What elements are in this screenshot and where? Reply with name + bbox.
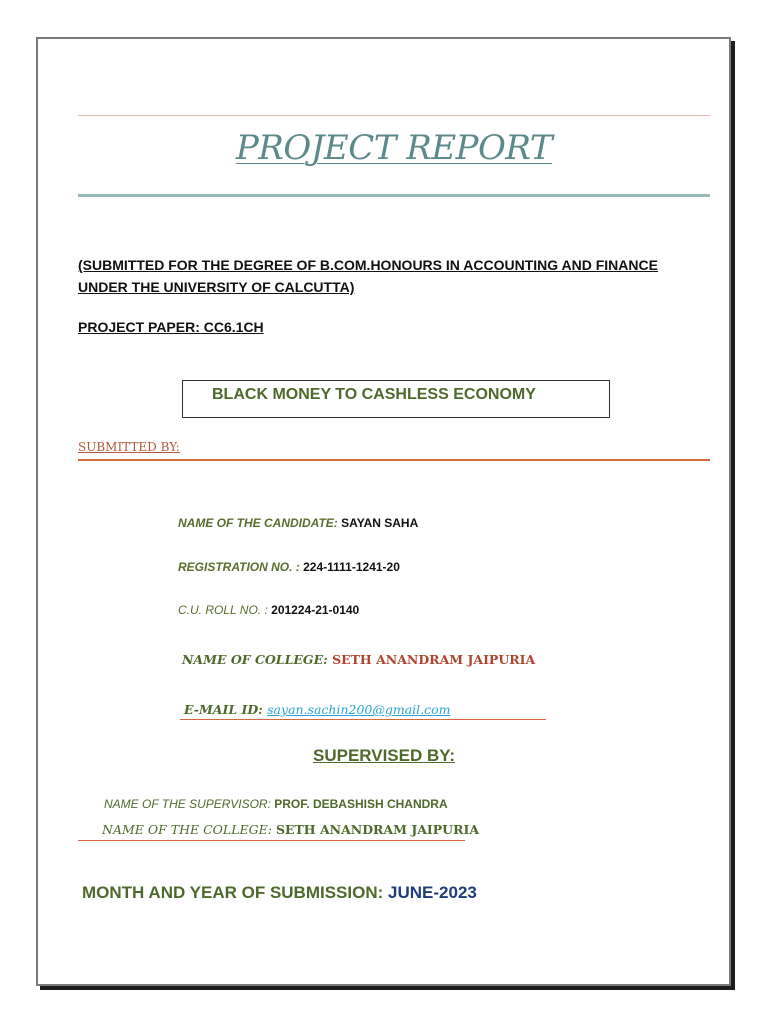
degree-statement-line1: (SUBMITTED FOR THE DEGREE OF B.COM.HONOURS IN ACCOUNTING AND FINANCE xyxy=(78,257,658,273)
supervisor-rule xyxy=(78,840,465,841)
submitted-by-rule xyxy=(78,459,710,461)
top-rule xyxy=(78,115,710,116)
candidate-name-row xyxy=(178,516,418,530)
page-border xyxy=(36,37,731,986)
supervisor-value: PROF. DEBASHISH CHANDRA xyxy=(274,797,448,811)
registration-row xyxy=(178,560,400,574)
supervised-by-heading: SUPERVISED BY: xyxy=(312,746,456,765)
college-row xyxy=(182,652,535,667)
college-label: NAME OF COLLEGE: xyxy=(182,652,328,667)
title-rule xyxy=(78,194,710,197)
roll-row xyxy=(178,603,359,617)
college-value: SETH ANANDRAM JAIPURIA xyxy=(332,652,536,667)
project-paper: PROJECT PAPER: CC6.1CH xyxy=(78,319,264,335)
supervisor-label: NAME OF THE SUPERVISOR: xyxy=(104,797,271,811)
candidate-name-label: NAME OF THE CANDIDATE: xyxy=(178,516,338,530)
degree-statement xyxy=(78,254,708,298)
submission-date-label: MONTH AND YEAR OF SUBMISSION: xyxy=(82,883,384,902)
email-link[interactable]: sayan.sachin200@gmail.com xyxy=(267,702,451,717)
candidate-name-value: SAYAN SAHA xyxy=(341,516,419,530)
email-label: E-MAIL ID: xyxy=(184,702,263,717)
supervisor-college-row xyxy=(102,822,479,837)
supervisor-college-label: NAME OF THE COLLEGE: xyxy=(102,822,272,837)
submission-date-row xyxy=(82,883,477,903)
registration-value: 224-1111-1241-20 xyxy=(303,560,400,574)
submitted-by-label: SUBMITTED BY: xyxy=(78,440,180,454)
supervisor-row xyxy=(104,797,448,811)
submission-date-value: JUNE-2023 xyxy=(388,883,477,902)
email-row xyxy=(184,702,451,717)
page-title: PROJECT REPORT xyxy=(235,128,553,168)
topic-box xyxy=(182,380,610,418)
degree-statement-line2: UNDER THE UNIVERSITY OF CALCUTTA) xyxy=(78,279,355,295)
supervisor-college-value: SETH ANANDRAM JAIPURIA xyxy=(275,822,480,837)
registration-label: REGISTRATION NO. : xyxy=(178,560,300,574)
roll-value: 201224-21-0140 xyxy=(271,603,360,617)
roll-label: C.U. ROLL NO. : xyxy=(178,603,268,617)
email-rule xyxy=(180,719,546,720)
topic-title: BLACK MONEY TO CASHLESS ECONOMY xyxy=(212,386,536,403)
